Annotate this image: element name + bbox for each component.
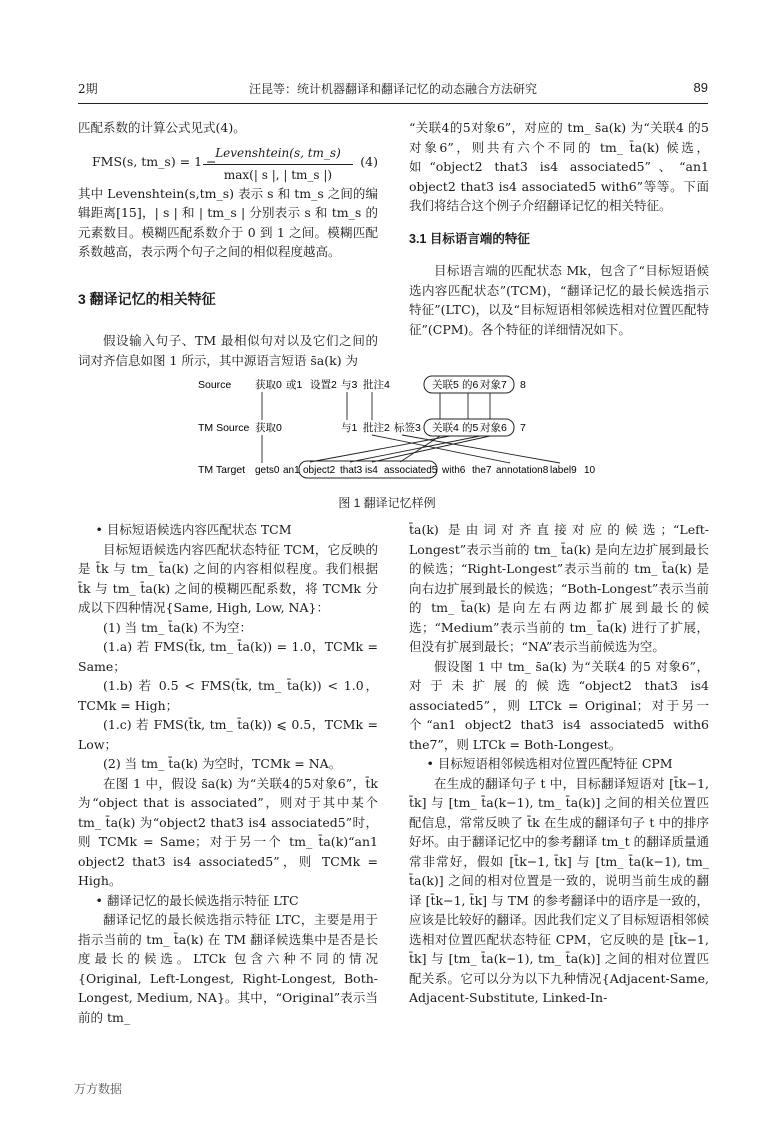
running-title: 汪昆等：统计机器翻译和翻译记忆的动态融合方法研究 <box>248 82 537 96</box>
word: that3 <box>340 465 363 476</box>
tm-target-row <box>255 465 596 476</box>
paragraph: 目标语言端的匹配状态 Mk，包含了“目标短语候选内容匹配状态”(TCM)，“翻译记忆的最长候选指示特征”(LTC)，以及“目标短语相邻候选相对位置匹配特征”(CPM)。各个特征的详细情况如下。 <box>409 263 709 337</box>
row-label: Source <box>198 379 232 391</box>
word: 关联4 <box>432 422 459 434</box>
row-label: TM Source <box>198 422 250 434</box>
word: 标签3 <box>394 422 421 434</box>
page-number: 89 <box>693 80 708 95</box>
header-rule <box>78 103 708 104</box>
word: 批注4 <box>363 379 390 391</box>
figure-caption: 图 1 翻译记忆样例 <box>338 496 436 510</box>
watermark: 万方数据 <box>74 1082 123 1096</box>
equation-lhs: FMS(s, tm_s) = 1 − <box>92 153 217 169</box>
equation-fraction <box>203 144 353 186</box>
equation-numerator: Levenshtein(s, tm_s) <box>203 144 353 166</box>
equation-number: (4) <box>360 153 378 169</box>
subsection-heading: 3.1 目标语言端的特征 <box>409 231 530 246</box>
word: 获取0 <box>255 422 282 434</box>
case-item: (1.b) 若 0.5 < FMS(t̄k, tm_ t̄a(k)) < 1.0，TCMk = High； <box>78 678 378 713</box>
paragraph: 假设图 1 中 tm_ s̄a(k) 为“关联4 的5 对象6”，对于未扩展的候选“object2 that3 is4 associated5”，则 LTCk = Original；对于另一个“an1 object2 that3 is4 associated5 with6 the7”，则 LTCk = Both-Longest。 <box>409 658 709 752</box>
word: 对象6 <box>480 422 507 434</box>
issue-number: 2期 <box>78 82 98 96</box>
paragraph: 翻译记忆的最长候选指示特征 LTC，主要是用于指示当前的 tm_ t̄a(k) 在 TM 翻译候选集中是否是长度最长的候选。LTCk 包含六种不同的情况{Original, Left-Longest, Right-Longest, Both-Longest, Medium, NA}。其中，“Original”表示当前的 tm_ <box>78 912 378 1025</box>
left-column-top <box>78 118 378 370</box>
word: is4 <box>365 465 378 476</box>
paragraph: t̄a(k) 是由词对齐直接对应的候选；“Left-Longest”表示当前的 tm_ t̄a(k) 是向左边扩展到最长的候选；“Right-Longest”表示当前的 tm_ t̄a(k) 是向右边扩展到最长的候选；“Both-Longest”表示当前的 tm_ t̄a(k) 是向左右两边都扩展到最长的候选；“Medium”表示当前的 tm_ t̄a(k) 进行了扩展，但没有扩展到最长；“NA”表示当前候选为空。 <box>409 522 709 654</box>
paragraph: 匹配系数的计算公式见式(4)。 <box>78 120 246 135</box>
word: 8 <box>520 379 526 391</box>
word: 7 <box>520 422 526 434</box>
case-item: (1.a) 若 FMS(t̄k, tm_ t̄a(k)) = 1.0，TCMk = Same； <box>78 639 378 674</box>
tm-source-row <box>255 421 526 434</box>
word: label9 <box>550 465 577 476</box>
word: 设置2 <box>310 379 337 391</box>
word: 获取0 <box>255 379 282 391</box>
word: object2 <box>303 465 336 476</box>
word: annotation8 <box>496 465 549 476</box>
word: 与1 <box>341 422 358 434</box>
equation-4 <box>78 144 378 182</box>
row-label: TM Target <box>198 464 246 476</box>
paragraph: 在生成的翻译句子 t 中，目标翻译短语对 [t̄k−1, t̄k] 与 [tm_ t̄a(k−1), tm_ t̄a(k)] 之间的相关位置匹配信息，常常反映了 t̄k 在生成的翻译句子 t 中的排序好坏。由于翻译记忆中的参考翻译 tm_t 的翻译质量通常非常好，假如 [t̄k−1, t̄k] 与 [tm_ t̄a(k−1), tm_ t̄a(k)] 之间的相对位置是一致的，说明当前生成的翻译 [t̄k−1, t̄k] 与 TM 的参考翻译中的语序是一致的，应该是比较好的翻译。因此我们定义了目标短语相邻候选相对位置匹配状态特征 CPM，它反映的是 [t̄k−1, t̄k] 与 [tm_ t̄a(k−1), tm_ t̄a(k)] 之间的相对位置匹配关系。它可以分为以下九种情况{Adjacent-Same, Adjacent-Substitute, Linked-In- <box>409 775 710 1005</box>
section-heading: 3 翻译记忆的相关特征 <box>78 290 216 307</box>
equation-denominator: max(| s |, | tm_s |) <box>223 168 333 182</box>
word: an1 <box>283 465 300 476</box>
word: 批注2 <box>363 422 390 434</box>
alignment-lines-bottom <box>262 435 560 463</box>
word: 关联5 <box>432 379 459 391</box>
paragraph: 假设输入句子、TM 最相似句对以及它们之间的词对齐信息如图 1 所示，其中源语言短语 s̄a(k) 为 <box>78 333 378 368</box>
word: the7 <box>472 465 492 476</box>
word: 或1 <box>286 379 303 391</box>
word: associated5 <box>384 465 438 476</box>
word: 的6 <box>462 379 479 391</box>
right-column-bottom <box>409 520 709 1008</box>
paragraph: 目标短语候选内容匹配状态特征 TCM，它反映的是 t̄k 与 tm_ t̄a(k) 之间的内容相似程度。我们根据 t̄k 与 tm_ t̄a(k) 之间的模糊匹配系数，将 TCMk 分成以下四种情况{Same, High, Low, NA}： <box>78 541 378 615</box>
paragraph: 在图 1 中，假设 s̄a(k) 为“关联4的5对象6”，t̄k 为“object that is associated”，则对于其中某个 tm_ t̄a(k) 为“object2 that3 is4 associated5”时，则 TCMk = Same；对于另一个 tm_ t̄a(k)“an1 object2 that3 is4 associated5”，则 TCMk = High。 <box>78 775 378 888</box>
word: 对象7 <box>480 379 507 391</box>
bullet-heading: • 目标短语相邻候选相对位置匹配特征 CPM <box>426 756 673 771</box>
word: 的5 <box>462 422 479 434</box>
left-column-bottom <box>78 520 378 1027</box>
paragraph: “关联4的5对象6”，对应的 tm_ s̄a(k) 为“关联4 的5 对象6”，则共有六个不同的 tm_ t̄a(k) 候选，如“object2 that3 is4 associated5”、“an1 object2 that3 is4 associated5 with6”等等。下面我们将结合这个例子介绍翻译记忆的相关特征。 <box>409 120 709 213</box>
paragraph: 其中 Levenshtein(s,tm_s) 表示 s 和 tm_s 之间的编辑距离[15]，| s | 和 | tm_s | 分别表示 s 和 tm_s 的元素数目。模糊匹配系数介于 0 到 1 之间。模糊匹配系数越高，表示两个句子之间的相似程度越高。 <box>78 185 378 259</box>
word: 10 <box>584 465 596 476</box>
case-item: (1.c) 若 FMS(t̄k, tm_ t̄a(k)) ⩽ 0.5，TCMk = Low； <box>78 717 378 752</box>
bullet-heading: • 翻译记忆的最长候选指示特征 LTC <box>95 892 299 908</box>
word: with6 <box>442 465 466 476</box>
running-header <box>78 80 708 100</box>
figure-1-alignment <box>150 374 630 484</box>
word: gets0 <box>255 465 280 476</box>
case-item: (1) 当 tm_ t̄a(k) 不为空： <box>103 619 253 635</box>
alignment-lines-top <box>262 392 490 420</box>
source-row <box>255 378 526 391</box>
right-column-top <box>409 118 709 339</box>
case-item: (2) 当 tm_ t̄a(k) 为空时，TCMk = NA。 <box>103 756 342 771</box>
word: 与3 <box>341 379 358 391</box>
bullet-heading: • 目标短语候选内容匹配状态 TCM <box>95 522 292 537</box>
